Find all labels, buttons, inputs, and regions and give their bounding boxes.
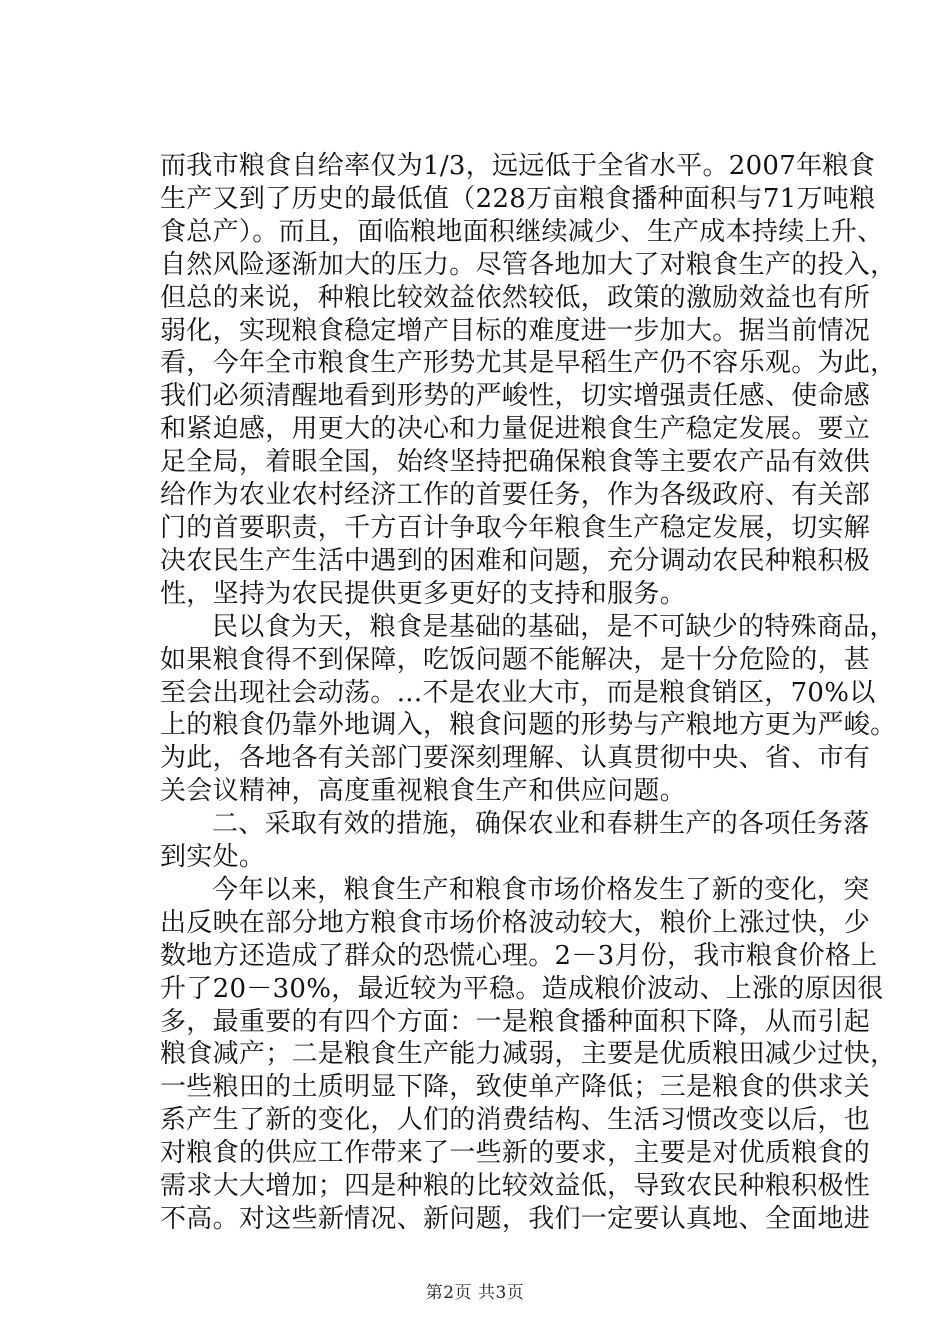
text-line: 二、采取有效的措施，确保农业和春耕生产的各项任务落	[212, 809, 870, 840]
text-line: 决农民生产生活中遇到的困难和问题，充分调动农民种粮积极	[160, 545, 871, 576]
text-line: 我们必须清醒地看到形势的严峻性，切实增强责任感、使命感	[160, 381, 871, 412]
paragraph-2	[160, 611, 897, 808]
text-line: 不高。对这些新情况、新问题，我们一定要认真地、全面地进	[160, 1204, 871, 1234]
paragraph-1	[160, 150, 897, 611]
text-line: 而我市粮食自给率仅为1/3，远远低于全省水平。2007年粮食	[160, 151, 876, 181]
text-line: 关会议精神，高度重视粮食生产和供应问题。	[160, 776, 687, 807]
text-line: 系产生了新的变化，人们的消费结构、生活习惯改变以后，也	[160, 1105, 871, 1136]
paragraph-3	[160, 808, 870, 874]
text-line: 至会出现社会动荡。...不是农业大市，而是粮食销区，70%以	[160, 677, 876, 708]
text-line: 弱化，实现粮食稳定增产目标的难度进一步加大。据当前情况	[160, 315, 871, 346]
text-line: 民以食为天，粮食是基础的基础，是不可缺少的特殊商品，	[212, 611, 896, 642]
text-line: 需求大大增加；四是种粮的比较效益低，导致农民种粮积极性	[160, 1171, 871, 1202]
text-line: 为此，各地各有关部门要深刻理解、认真贯彻中央、省、市有	[160, 743, 871, 774]
text-line: 但总的来说，种粮比较效益依然较低，政策的激励效益也有所	[160, 282, 871, 313]
document-body	[160, 150, 897, 1236]
text-line: 数地方还造成了群众的恐慌心理。2－3月份，我市粮食价格上	[160, 940, 878, 971]
text-line: 门的首要职责，千方百计争取今年粮食生产稳定发展，切实解	[160, 512, 871, 543]
paragraph-4	[160, 874, 897, 1236]
text-line: 足全局，着眼全国，始终坚持把确保粮食等主要农产品有效供	[160, 447, 871, 478]
text-line: 一些粮田的土质明显下降，致使单产降低；三是粮食的供求关	[160, 1072, 871, 1103]
text-line: 看，今年全市粮食生产形势尤其是早稻生产仍不容乐观。为此，	[160, 348, 897, 379]
page-number-footer: 第2页 共3页	[425, 1283, 525, 1303]
text-line: 食总产）。而且，面临粮地面积继续减少、生产成本持续上升、	[160, 216, 884, 247]
text-line: 性，坚持为农民提供更多更好的支持和服务。	[160, 578, 687, 609]
text-line: 自然风险逐渐加大的压力。尽管各地加大了对粮食生产的投入，	[160, 249, 897, 280]
text-line: 和紧迫感，用更大的决心和力量促进粮食生产稳定发展。要立	[160, 414, 871, 445]
text-line: 给作为农业农村经济工作的首要任务，作为各级政府、有关部	[160, 480, 871, 511]
text-line: 到实处。	[160, 842, 266, 873]
text-line: 多，最重要的有四个方面：一是粮食播种面积下降，从而引起	[160, 1006, 871, 1037]
text-line: 今年以来，粮食生产和粮食市场价格发生了新的变化，突	[212, 874, 870, 905]
text-line: 出反映在部分地方粮食市场价格波动较大，粮价上涨过快，少	[160, 907, 871, 938]
text-line: 如果粮食得不到保障，吃饭问题不能解决，是十分危险的，甚	[160, 644, 871, 675]
text-line: 升了20－30%，最近较为平稳。造成粮价波动、上涨的原因很	[160, 973, 884, 1004]
text-line: 粮食减产；二是粮食生产能力减弱，主要是优质粮田减少过快，	[160, 1039, 897, 1070]
text-line: 生产又到了历史的最低值（228万亩粮食播种面积与71万吨粮	[160, 183, 876, 214]
text-line: 上的粮食仍靠外地调入，粮食问题的形势与产粮地方更为严峻。	[160, 710, 897, 741]
text-line: 对粮食的供应工作带来了一些新的要求，主要是对优质粮食的	[160, 1138, 871, 1169]
